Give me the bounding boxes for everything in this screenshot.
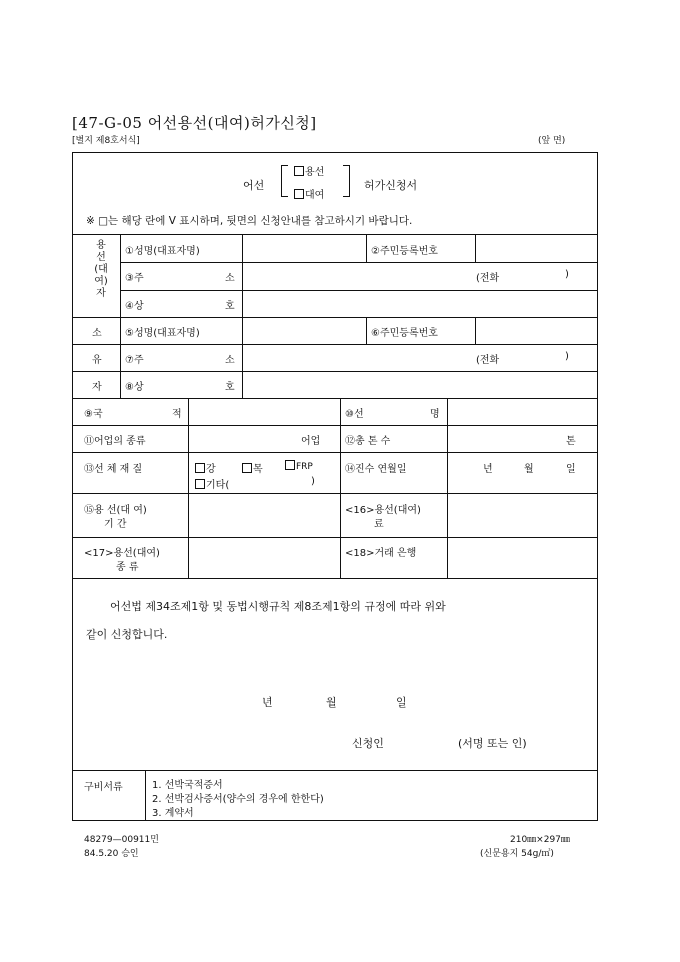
divider <box>120 262 598 263</box>
owner-phone-close: ) <box>565 351 569 362</box>
owner-business-label-2: 호 <box>225 382 235 393</box>
divider <box>340 398 341 578</box>
declaration-line-1: 어선법 제34조제1항 및 동법시행규칙 제8조제1항의 규정에 따라 위와 <box>110 600 446 613</box>
hull-material-label: ⑬선 체 재 질 <box>84 464 143 475</box>
hull-option-steel[interactable]: 강 <box>195 460 216 475</box>
divider <box>72 493 598 494</box>
launch-day: 일 <box>566 464 576 475</box>
charterer-name-label: ①성명(대표자명) <box>125 246 200 257</box>
document-title: [47-G-05 어선용선(대여)허가신청] <box>72 114 317 132</box>
divider <box>72 578 598 579</box>
divider <box>72 371 598 372</box>
divider <box>72 425 598 426</box>
notice-text: ※ □는 해당 란에 V 표시하며, 뒷면의 신청안내를 참고하시기 바랍니다. <box>86 215 413 227</box>
attachment-item-3: 3. 계약서 <box>152 808 194 819</box>
divider <box>72 344 598 345</box>
kind-label: <17>용선(대여) <box>84 548 160 559</box>
launch-year: 년 <box>483 464 493 475</box>
divider <box>72 770 598 771</box>
divider <box>120 290 598 291</box>
applicant-label: 신청인 <box>352 737 384 750</box>
heading-suffix: 허가신청서 <box>364 179 418 192</box>
owner-name-label: ⑤성명(대표자명) <box>125 328 200 339</box>
owner-id-label: ⑥주민등록번호 <box>371 328 438 339</box>
fishery-type-label: ⑪어업의 종류 <box>84 436 146 447</box>
divider <box>242 234 243 398</box>
fee-label-2: 료 <box>374 519 384 530</box>
checkbox-icon[interactable] <box>242 463 252 473</box>
divider <box>72 537 598 538</box>
footer-paper-type: (신문용지 54g/㎡) <box>480 849 554 859</box>
charterer-side-label: 용 선 (대 여) 자 <box>94 240 108 299</box>
owner-phone-label: (전화 <box>476 355 500 366</box>
period-label: ⑮용 선(대 여) <box>84 505 147 516</box>
divider <box>447 398 448 578</box>
kind-label-2: 종 류 <box>116 562 139 573</box>
signature-label: (서명 또는 인) <box>458 737 527 750</box>
fee-label: <16>용선(대여) <box>345 505 421 516</box>
divider <box>145 770 146 821</box>
ship-name-label-2: 명 <box>430 409 440 420</box>
owner-side-label-1: 소 <box>92 328 102 339</box>
divider <box>72 234 598 235</box>
left-bracket <box>281 165 288 197</box>
footer-approval: 84.5.20 승인 <box>84 849 139 859</box>
declaration-year: 년 <box>262 696 273 709</box>
right-bracket <box>343 165 350 197</box>
charterer-phone-label: (전화 <box>476 273 500 284</box>
tonnage-unit: 톤 <box>566 436 576 447</box>
hull-other-close: ) <box>311 476 315 487</box>
launch-month: 월 <box>524 464 534 475</box>
divider <box>366 317 367 344</box>
attachments-label: 구비서류 <box>84 782 123 793</box>
hull-option-frp[interactable]: FRP <box>285 460 313 472</box>
nationality-label-2: 적 <box>172 409 182 420</box>
launch-date-label: ⑭진수 연월일 <box>345 464 407 475</box>
heading-option-charter[interactable]: 용선 <box>294 163 324 178</box>
checkbox-icon[interactable] <box>195 479 205 489</box>
divider <box>188 398 189 578</box>
heading-prefix: 어선 <box>243 179 265 192</box>
attachment-item-2: 2. 선박검사증서(양수의 경우에 한한다) <box>152 794 324 805</box>
divider <box>366 234 367 262</box>
owner-side-label-3: 자 <box>92 382 102 393</box>
divider <box>120 234 121 398</box>
nationality-label: ⑨국 <box>84 409 103 420</box>
owner-address-label-2: 소 <box>225 355 235 366</box>
charterer-phone-close: ) <box>565 269 569 280</box>
charterer-address-label-2: 소 <box>225 273 235 284</box>
footer-code: 48279—00911민 <box>84 835 159 845</box>
hull-option-other[interactable]: 기타( <box>195 476 229 491</box>
owner-business-label: ⑧상 <box>125 382 144 393</box>
declaration-day: 일 <box>396 696 407 709</box>
form-number: [별지 제8호서식] <box>72 136 140 146</box>
divider <box>72 398 598 399</box>
declaration-line-2: 같이 신청합니다. <box>86 628 168 641</box>
checkbox-icon[interactable] <box>294 166 304 176</box>
attachment-item-1: 1. 선박국적증서 <box>152 780 223 791</box>
footer-paper-size: 210㎜×297㎜ <box>510 835 570 845</box>
divider <box>72 452 598 453</box>
checkbox-icon[interactable] <box>294 189 304 199</box>
charterer-id-label: ②주민등록번호 <box>371 246 438 257</box>
fishery-unit: 어업 <box>301 436 321 447</box>
divider <box>72 317 598 318</box>
divider <box>475 234 476 262</box>
checkbox-icon[interactable] <box>285 460 295 470</box>
charterer-address-label: ③주 <box>125 273 144 284</box>
page-side-label: (앞 면) <box>538 136 566 146</box>
ship-name-label: ⑩선 <box>345 409 364 420</box>
divider <box>475 317 476 344</box>
hull-option-wood[interactable]: 목 <box>242 460 263 475</box>
declaration-month: 월 <box>326 696 337 709</box>
heading-option-lease[interactable]: 대여 <box>294 186 324 201</box>
charterer-business-label-2: 호 <box>225 301 235 312</box>
bank-label: <18>거래 은행 <box>345 548 417 559</box>
owner-side-label-2: 유 <box>92 355 102 366</box>
charterer-business-label: ④상 <box>125 301 144 312</box>
tonnage-label: ⑫총 톤 수 <box>345 436 391 447</box>
owner-address-label: ⑦주 <box>125 355 144 366</box>
period-label-2: 기 간 <box>104 519 127 530</box>
checkbox-icon[interactable] <box>195 463 205 473</box>
